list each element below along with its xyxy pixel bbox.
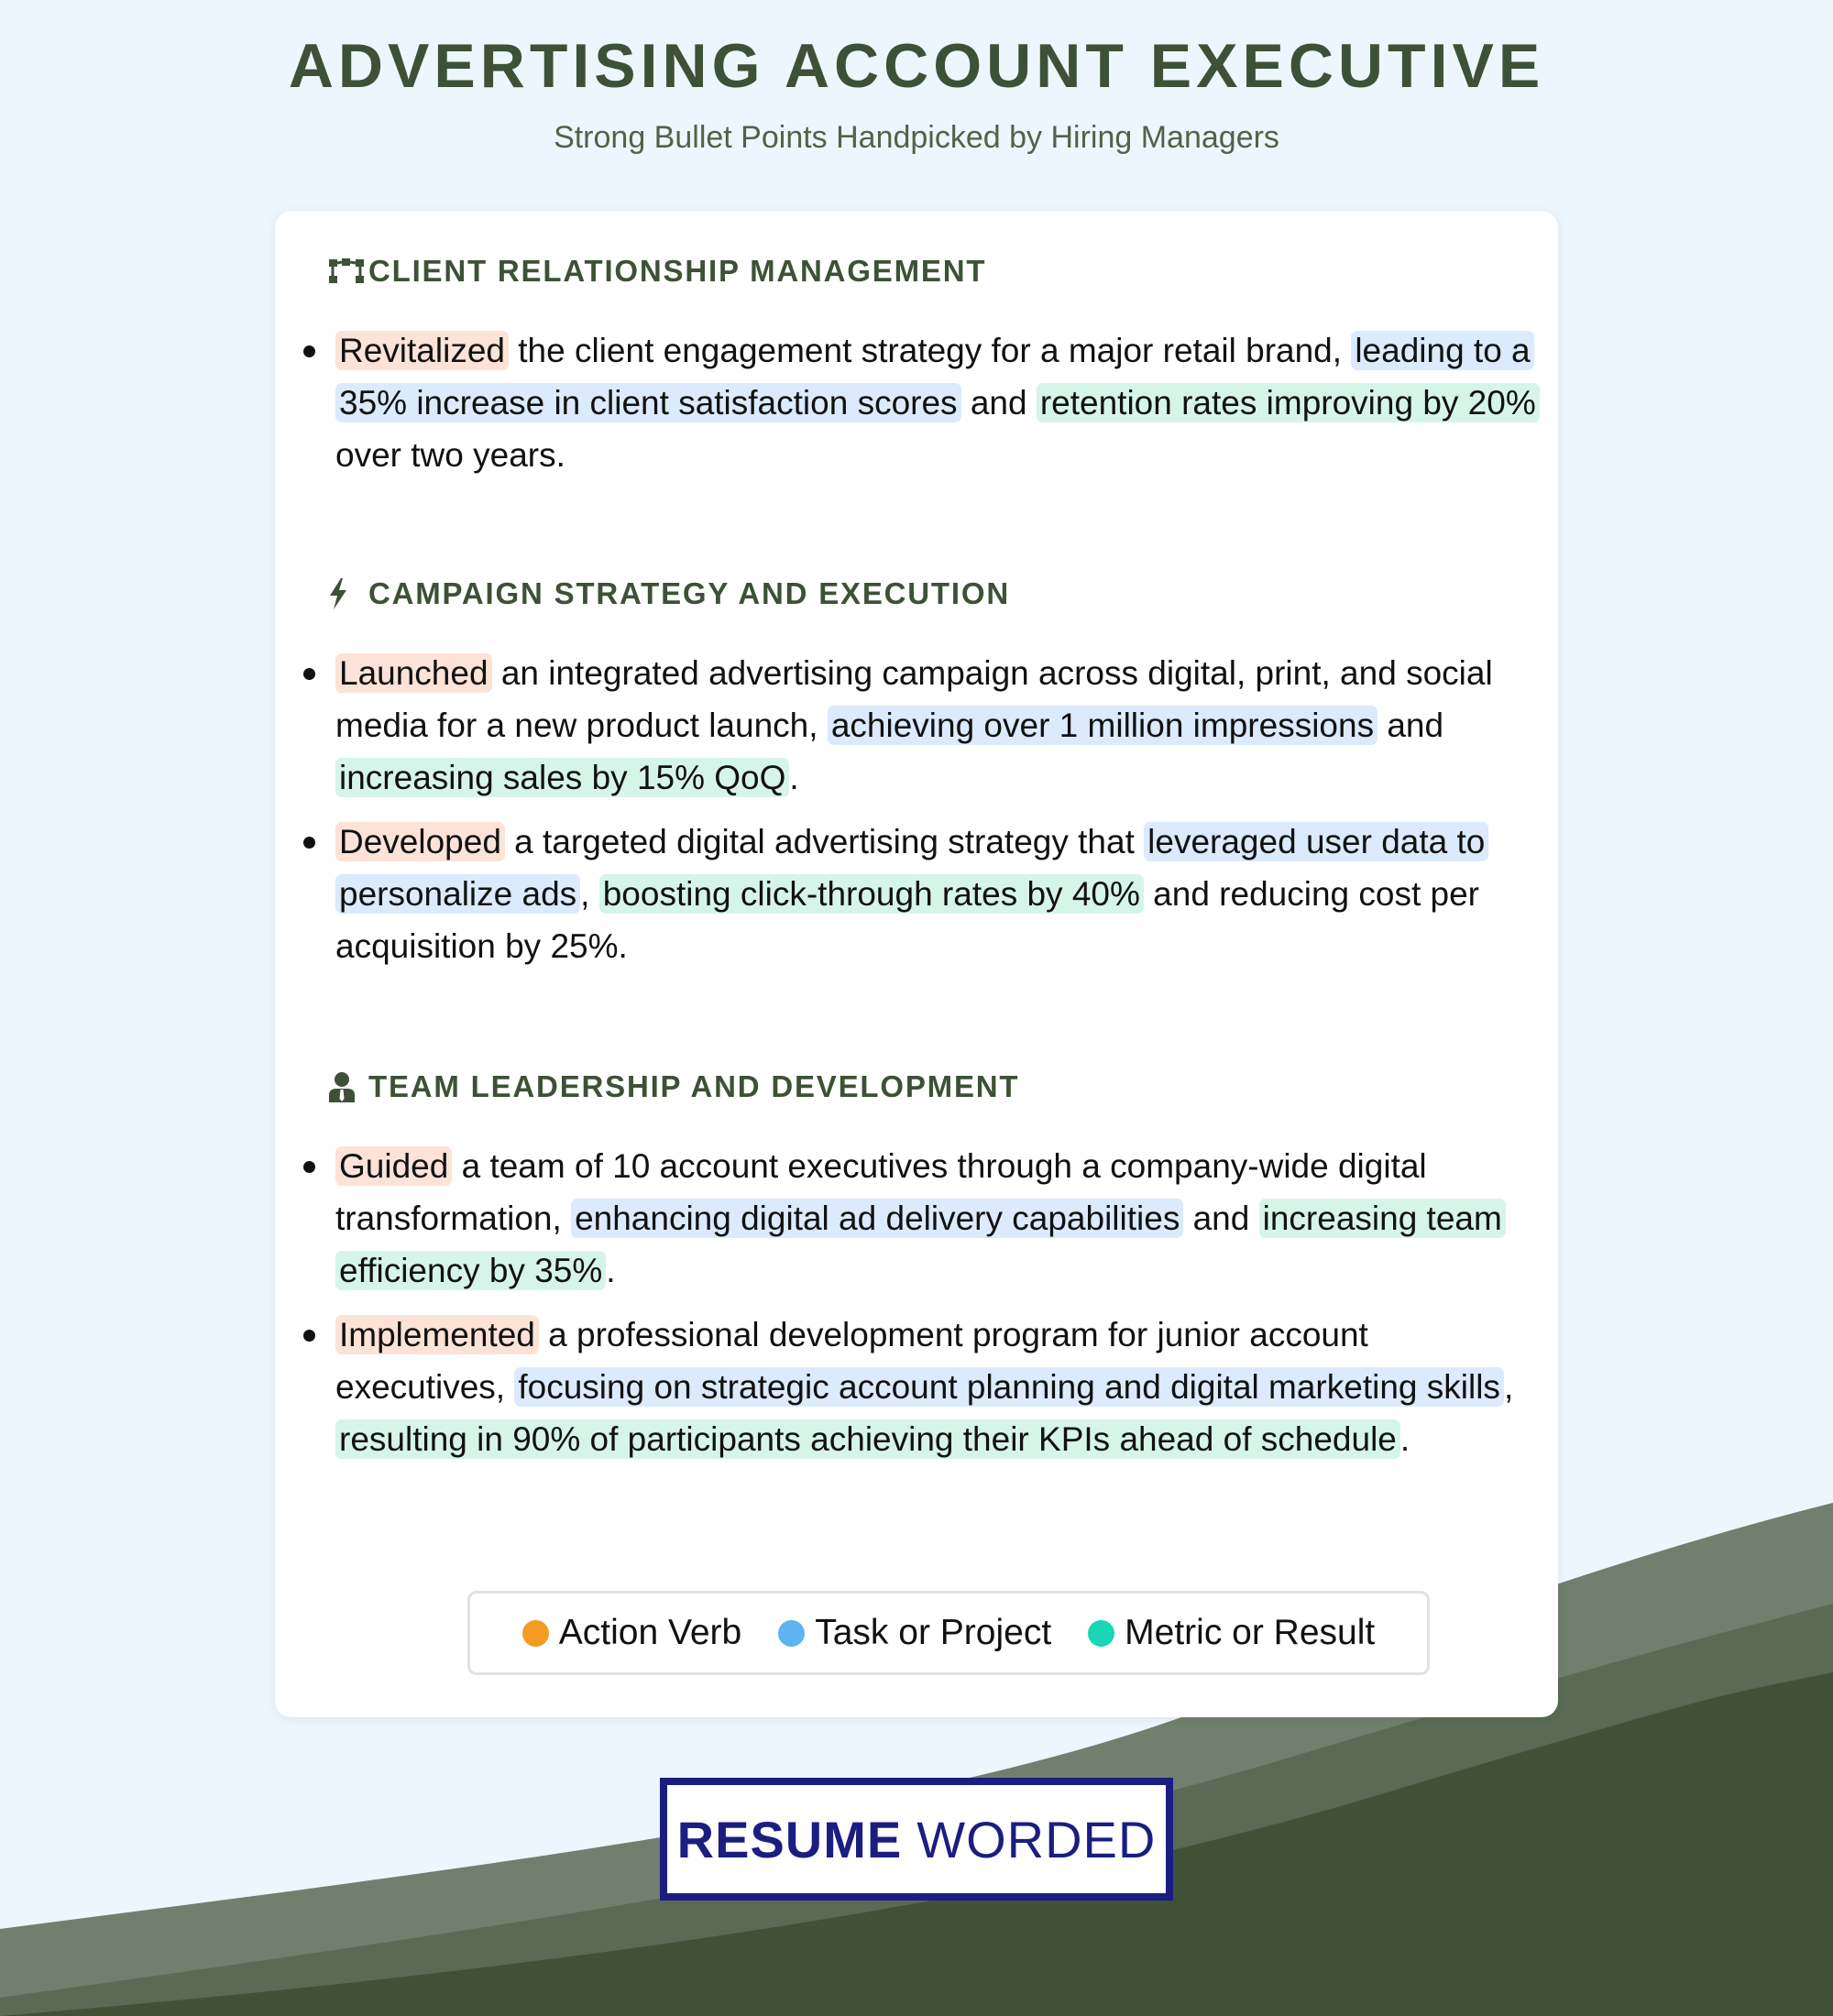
bullet-item	[275, 647, 1558, 804]
resume-worded-logo[interactable]	[660, 1778, 1173, 1901]
task-highlight: achieving over 1 million impressions	[828, 706, 1377, 745]
bullet-text: an integrated advertising campaign across digital, print, and social media for a new product launch,	[335, 654, 1493, 744]
lightning-icon	[328, 575, 368, 612]
bullet-text: ,	[580, 875, 599, 913]
metric-highlight: resulting in 90% of participants achieving their KPIs ahead of schedule	[335, 1419, 1400, 1459]
metric-highlight: increasing sales by 15% QoQ	[335, 758, 789, 797]
bullet-text: .	[1399, 1420, 1410, 1458]
legend-item-task-or-project	[778, 1612, 1051, 1654]
section-title: TEAM LEADERSHIP AND DEVELOPMENT	[368, 1069, 1020, 1103]
bullet-list	[275, 647, 1558, 984]
legend-item-metric-or-result	[1088, 1612, 1375, 1654]
bullet-text: a professional development program for junior account executives,	[335, 1316, 1368, 1406]
legend-label: Action Verb	[558, 1613, 742, 1652]
blue-dot-icon	[778, 1620, 805, 1647]
legend-label: Metric or Result	[1125, 1613, 1376, 1652]
action-verb-highlight: Developed	[335, 822, 505, 861]
metric-highlight: increasing team efficiency by 35%	[335, 1199, 1506, 1290]
section-header	[328, 1068, 1019, 1105]
highlight-legend	[467, 1591, 1430, 1675]
section-header	[328, 575, 1010, 612]
orange-dot-icon	[522, 1620, 549, 1647]
bullet-text: and reducing cost per acquisition by 25%.	[335, 875, 1480, 965]
legend-item-action-verb	[522, 1612, 741, 1654]
bullet-points-card	[275, 211, 1558, 1717]
bullet-list	[275, 324, 1558, 493]
section-title: CLIENT RELATIONSHIP MANAGEMENT	[368, 254, 987, 288]
action-verb-highlight: Revitalized	[335, 331, 509, 370]
task-highlight: enhancing digital ad delivery capabilities	[571, 1199, 1183, 1238]
page-title: ADVERTISING ACCOUNT EXECUTIVE	[288, 31, 1545, 101]
bullet-text: over two years.	[335, 436, 565, 474]
network-icon	[328, 253, 368, 290]
bullet-item	[275, 1309, 1558, 1465]
bullet-item	[275, 1140, 1558, 1297]
bullet-text: and	[1377, 707, 1444, 744]
task-highlight: leading to a 35% increase in client satisfaction scores	[335, 331, 1534, 422]
bullet-text: a targeted digital advertising strategy that	[504, 823, 1145, 860]
bullet-text: a team of 10 account executives through a company-wide digital transformation,	[335, 1147, 1427, 1237]
section-title: CAMPAIGN STRATEGY AND EXECUTION	[368, 576, 1010, 610]
task-highlight: focusing on strategic account planning and digital marketing skills	[514, 1367, 1504, 1407]
person-icon	[328, 1068, 368, 1105]
metric-highlight: retention rates improving by 20%	[1037, 383, 1540, 422]
page-subtitle: Strong Bullet Points Handpicked by Hiring Managers	[554, 120, 1279, 155]
bullet-text: .	[789, 759, 799, 796]
page-header	[0, 27, 1833, 156]
section-header	[328, 253, 986, 290]
action-verb-highlight: Guided	[335, 1146, 452, 1186]
task-highlight: leveraged user data to personalize ads	[335, 822, 1488, 914]
bullet-text: and	[1183, 1200, 1259, 1237]
bullet-item	[275, 816, 1558, 972]
bullet-text: .	[606, 1252, 616, 1289]
logo-light-text: WORDED	[916, 1810, 1157, 1868]
teal-dot-icon	[1088, 1620, 1114, 1647]
bullet-text: ,	[1503, 1368, 1514, 1406]
bullet-text: the client engagement strategy for a major retail brand,	[508, 332, 1352, 369]
metric-highlight: boosting click-through rates by 40%	[599, 874, 1144, 914]
bullet-text: and	[960, 384, 1037, 422]
legend-label: Task or Project	[815, 1613, 1052, 1652]
action-verb-highlight: Launched	[335, 653, 492, 693]
logo-bold-text: RESUME	[676, 1810, 903, 1868]
bullet-item	[275, 324, 1558, 481]
bullet-list	[275, 1140, 1558, 1477]
action-verb-highlight: Implemented	[335, 1315, 539, 1354]
